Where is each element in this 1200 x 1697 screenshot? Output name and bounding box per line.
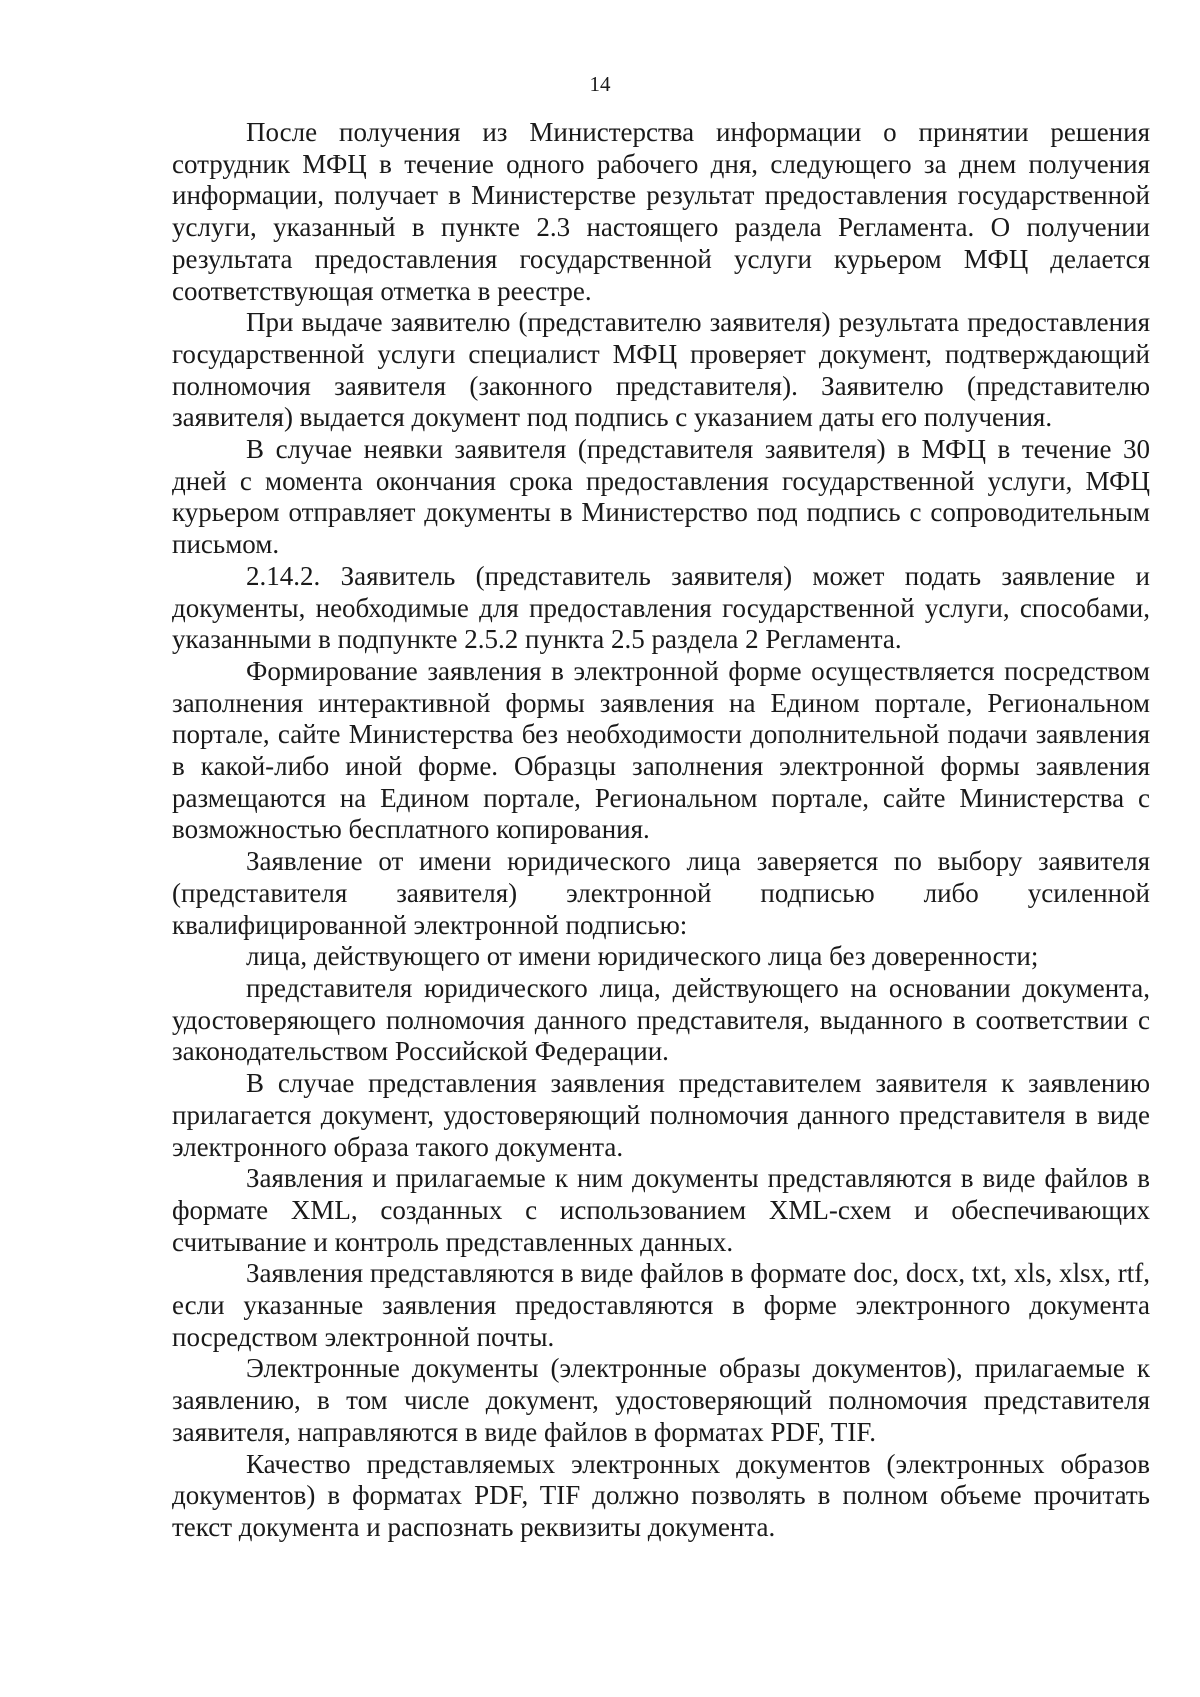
paragraph: лица, действующего от имени юридического лица без доверенности; bbox=[246, 941, 1039, 972]
paragraph: При выдаче заявителю (представителю заявителя) результата предоставления государственной услуги специалист МФЦ проверяет документ, подтверждающий полномочия заявителя (законного представителя). Заявителю (представителю заявителя) выдается документ под подпись с указанием даты его получения. bbox=[172, 307, 1150, 433]
paragraph: В случае представления заявления представителем заявителя к заявлению прилагается документ, удостоверяющий полномочия данного представителя в виде электронного образа такого документа. bbox=[172, 1068, 1150, 1162]
page-number: 14 bbox=[589, 72, 611, 96]
paragraph: Качество представляемых электронных документов (электронных образов документов) в форматах PDF, TIF должно позволять в полном объеме прочитать текст документа и распознать реквизиты документа. bbox=[172, 1448, 1150, 1542]
paragraph: Заявления и прилагаемые к ним документы представляются в виде файлов в формате XML, созданных с использованием XML-схем и обеспечивающих считывание и контроль представленных данных. bbox=[172, 1163, 1150, 1257]
paragraph: Заявления представляются в виде файлов в формате doc, docx, txt, xls, xlsx, rtf, если указанные заявления предоставляются в форме электронного документа посредством электронной почты. bbox=[172, 1258, 1150, 1352]
paragraph: 2.14.2. Заявитель (представитель заявителя) может подать заявление и документы, необходимые для предоставления государственной услуги, способами, указанными в подпункте 2.5.2 пункта 2.5 раздела 2 Регламента. bbox=[172, 560, 1150, 655]
paragraph: Заявление от имени юридического лица заверяется по выбору заявителя (представителя заявителя) электронной подписью либо усиленной квалифицированной электронной подписью: bbox=[172, 846, 1150, 940]
paragraph: Формирование заявления в электронной форме осуществляется посредством заполнения интерактивной формы заявления на Едином портале, Региональном портале, сайте Министерства без необходимости дополнительной подачи заявления в какой-либо иной форме. Образцы заполнения электронной формы заявления размещаются на Едином портале, Региональном портале, сайте Министерства с возможностью бесплатного копирования. bbox=[172, 655, 1150, 845]
paragraph: Электронные документы (электронные образы документов), прилагаемые к заявлению, в том числе документ, удостоверяющий полномочия представителя заявителя, направляются в виде файлов в форматах PDF, TIF. bbox=[172, 1353, 1150, 1447]
document-body bbox=[172, 117, 1150, 1544]
paragraph: После получения из Министерства информации о принятии решения сотрудник МФЦ в течение одного рабочего дня, следующего за днем получения информации, получает в Министерстве результат предоставления государственной услуги, указанный в пункте 2.3 настоящего раздела Регламента. О получении результата предоставления государственной услуги курьером МФЦ делается соответствующая отметка в реестре. bbox=[172, 117, 1150, 306]
paragraph: представителя юридического лица, действующего на основании документа, удостоверяющего полномочия данного представителя, выданного в соответствии с законодательством Российской Федерации. bbox=[172, 972, 1150, 1067]
paragraph: В случае неявки заявителя (представителя заявителя) в МФЦ в течение 30 дней с момента окончания срока предоставления государственной услуги, МФЦ курьером отправляет документы в Министерство под подпись с сопроводительным письмом. bbox=[172, 434, 1150, 560]
